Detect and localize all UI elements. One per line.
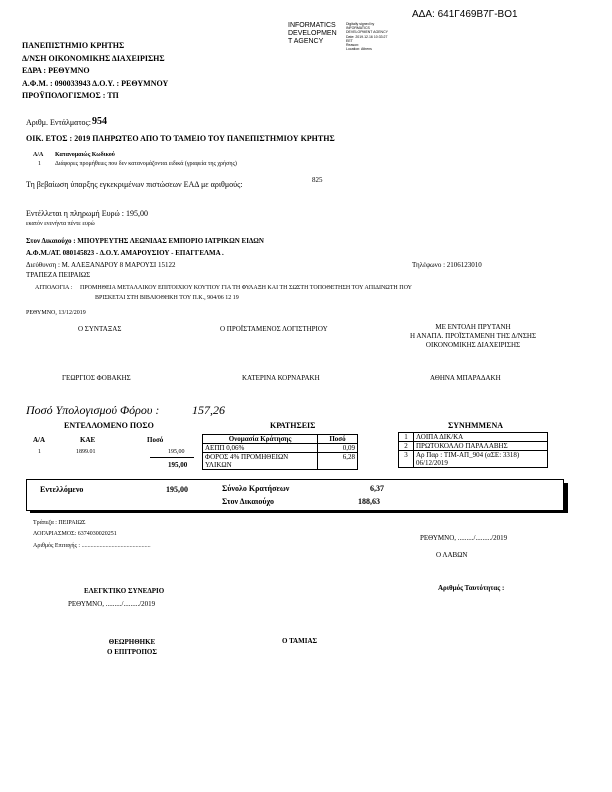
stamp-detail: Reason: — [346, 43, 360, 48]
org-line: ΕΔΡΑ : ΡΕΘΥΜΝΟ — [22, 66, 90, 75]
phone-line: Τηλέφωνο : 2106123010 — [412, 261, 482, 269]
attachment-no: 3 — [399, 451, 414, 468]
creditor-line: Στον Δικαιούχο : ΜΠΟΥΡΕΥΤΗΣ ΛΕΩΝΙΔΑΣ ΕΜΠΟΡΙΟ ΙΑΤΡΙΚΩΝ ΕΙΔΩΝ — [26, 237, 264, 245]
stamp-detail: Location: Athens — [346, 47, 372, 52]
footer-bank: Τράπεζα : ΠΕΙΡΑΙΩΣ — [33, 520, 86, 526]
reason-label: ΑΙΤΙΟΛΟΓΙΑ : — [35, 285, 73, 291]
amount-words: εκατόν ενενήντα πέντε ευρώ — [26, 221, 95, 227]
deductions-title: ΚΡΑΤΗΣΕΙΣ — [270, 421, 316, 430]
order-number: 954 — [92, 116, 107, 127]
cert-number: 825 — [312, 176, 323, 184]
col-amount: Ποσό — [147, 436, 164, 444]
footer-check: Αριθμός Επιταγής : .............................................. — [33, 543, 151, 549]
summary-shadow — [30, 510, 568, 513]
deduction-name: ΑΕΠΠ 0,06% — [203, 444, 318, 453]
attachment-text: ΛΟΙΠΑ ΔΙΚ/ΚΑ — [414, 433, 548, 442]
stamp-detail: DEVELOPMENT AGENCY — [346, 30, 388, 35]
item-text: Διάφορες προμήθειες που δεν κατανομάζονται ειδικά (γραφεία της χρήσης) — [55, 161, 237, 167]
tax-value: 157,26 — [192, 403, 225, 417]
deduction-amount: 0,09 — [318, 444, 358, 453]
footer-date: ΡΕΘΥΜΝΟ, ........./........./2019 — [420, 534, 508, 542]
col-aa: Α/Α — [33, 436, 46, 444]
stamp-detail: EET — [346, 38, 353, 43]
footer-account: ΛΟΓΑΡΙΑΣΜΟΣ: 6374030020251 — [33, 531, 117, 537]
reason-line: ΠΡΟΜΗΘΕΙΑ ΜΕΤΑΛΛΙΚΟΥ ΕΠΙΤΟΙΧΙΟΥ ΚΟΥΤΙΟΥ ΓΙΑ ΤΗ ΦΥΛΑΞΗ ΚΑΙ ΤΗ ΣΩΣΤΗ ΤΟΠΟΘΕΤΗΣΗ ΤΟΥ ΑΠΙΔΙΝΩΤΗ ΠΟΥ — [80, 285, 412, 291]
stamp-detail: INFORMATICS — [346, 26, 370, 31]
deduction-amount: 6,28 — [318, 453, 358, 470]
deductions-total-value: 6,37 — [370, 484, 384, 493]
rector-title-line: ΜΕ ΕΝΤΟΛΗ ΠΡΥΤΑΝΗ — [435, 323, 511, 331]
table-row — [203, 444, 358, 453]
receiver-label: Ο ΛΑΒΩΝ — [436, 551, 468, 559]
rector-name: ΑΘΗΝΑ ΜΠΑΡΑΔΑΚΗ — [430, 374, 501, 382]
breakdown-total: 195,00 — [168, 461, 188, 469]
org-line: Δ/ΝΣΗ ΟΙΚΟΝΟΜΙΚΗΣ ΔΙΑΧΕΙΡΙΣΗΣ — [22, 53, 165, 63]
col-kae: ΚΑΕ — [80, 436, 96, 444]
payee-value: 188,63 — [358, 497, 380, 506]
breakdown-title: ΕΝΤΕΛΛΟΜΕΝΟ ΠΟΣΟ — [64, 421, 154, 430]
endorsed-line: ΘΕΩΡΗΘΗΚΕ — [108, 638, 156, 646]
item-no: 1 — [38, 161, 41, 167]
afm-line: Α.Φ.Μ./ΑΤ. 080145823 - Δ.Ο.Υ. ΑΜΑΡΟΥΣΙΟΥ - ΕΠΑΓΓΕΛΜΑ . — [26, 249, 224, 257]
rector-title — [398, 323, 548, 350]
endorsed-line: Ο ΕΠΙΤΡΟΠΟΣ — [107, 648, 157, 656]
payee-label: Στον Δικαιούχο — [222, 497, 274, 506]
attachment-no: 2 — [399, 442, 414, 451]
org-line: ΠΑΝΕΠΙΣΤΗΜΙΟ ΚΡΗΤΗΣ — [22, 41, 125, 50]
accounting-name: ΚΑΤΕΡΙΝΑ ΚΟΡΝΑΡΑΚΗ — [242, 374, 320, 382]
signature-stamp — [288, 22, 337, 46]
tax-label: Ποσό Υπολογισμού Φόρου : — [26, 403, 160, 417]
stamp-line: INFORMATICS — [288, 22, 336, 29]
stamp-line: DEVELOPMEN — [288, 30, 337, 37]
address-line: Διεύθυνση : Μ. ΑΛΕΞΑΝΔΡΟΥ 8 ΜΑΡΟΥΣΙ 15122 — [26, 261, 176, 269]
sum-rule — [150, 457, 194, 458]
attachment-text: Αρ Παρ : ΤΙΜ-ΑΠ_904 (αΣΕ: 3318) 06/12/2019 — [414, 451, 548, 468]
deductions-total-label: Σύνολο Κρατήσεων — [222, 484, 290, 493]
attachments-table — [398, 432, 548, 468]
stamp-detail: Date: 2019.12.16 10:33:27 — [346, 34, 388, 39]
deductions-table — [202, 434, 358, 470]
ada-code: ΑΔΑ: 641Γ469Β7Γ-ΒΟ1 — [412, 9, 518, 20]
compiler-name: ΓΕΩΡΓΙΟΣ ΦΟΒΑΚΗΣ — [62, 374, 131, 382]
category-label: Κατανομαιώς Κωδικού — [55, 152, 115, 158]
stamp-line: T AGENCY — [288, 38, 324, 45]
table-row — [399, 442, 548, 451]
fiscal-year-line: ΟΙΚ. ΕΤΟΣ : 2019 ΠΛΗΡΩΤΕΟ ΑΠΟ ΤΟ ΤΑΜΕΙΟ ΤΟΥ ΠΑΝΕΠΙΣΤΗΜΙΟΥ ΚΡΗΤΗΣ — [26, 134, 335, 143]
net-label: Εντελλόμενο — [40, 485, 84, 494]
deduction-name: ΦΟΡΟΣ 4% ΠΡΟΜΗΘΕΙΩΝ ΥΛΙΚΩΝ — [203, 453, 318, 470]
reason-line: ΒΡΙΣΚΕΤΑΙ ΣΤΗ ΒΙΒΛΙΟΘΗΚΗ ΤΟΥ Π.Κ., 904/06 12 19 — [95, 295, 239, 301]
control-title: ΕΛΕΓΚΤΙΚΟ ΣΥΝΕΔΡΙΟ — [84, 587, 165, 595]
rector-title-line: ΟΙΚΟΝΟΜΙΚΗΣ ΔΙΑΧΕΙΡΙΣΗΣ — [425, 341, 521, 349]
deduction-col-amount: Ποσό — [318, 435, 358, 444]
cert-text: Τη βεβαίωση ύπαρξης εγκεκριμένων πιστώσεων ΕΑΔ με αριθμούς: — [26, 180, 243, 189]
stamp-detail: Digitally signed by — [346, 22, 375, 26]
deduction-col-name: Ονομασία Κράτησης — [203, 435, 318, 444]
attachment-no: 1 — [399, 433, 414, 442]
attachment-text: ΠΡΩΤΟΚΟΛΛΟ ΠΑΡΑΛΑΒΗΣ — [414, 442, 548, 451]
endorsed-block — [104, 637, 160, 657]
rector-title-line: Η ΑΝΑΠΛ. ΠΡΟΪΣΤΑΜΕΝΗ ΤΗΣ Δ/ΝΣΗΣ — [409, 332, 537, 340]
breakdown-kae: 1899.01 — [76, 449, 96, 455]
bank-name: ΤΡΑΠΕΖΑ ΠΕΙΡΑΙΩΣ — [26, 271, 91, 279]
org-line: Α.Φ.Μ. : 090033943 Δ.Ο.Υ. : ΡΕΘΥΜΝΟΥ — [22, 78, 169, 88]
control-date: ΡΕΘΥΜΝΟ, ........./........./2019 — [68, 600, 156, 608]
amount-line: Εντέλλεται η πληρωμή Ευρώ : 195,00 — [26, 209, 149, 218]
accounting-title: Ο ΠΡΟΪΣΤΑΜΕΝΟΣ ΛΟΓΙΣΤΗΡΙΟΥ — [220, 325, 328, 333]
receipt-id-label: Αριθμός Ταυτότητας : — [438, 584, 505, 592]
place-date: ΡΕΘΥΜΝΟ, 13/12/2019 — [26, 310, 86, 316]
order-number-label: Αριθμ. Εντάλματος: — [26, 118, 91, 127]
table-row — [399, 451, 548, 468]
aa-label: Α/Α — [33, 152, 44, 158]
stamp-details — [346, 22, 388, 51]
breakdown-amount: 195,00 — [168, 449, 185, 455]
org-line: ΠΡΟΫΠΟΛΟΓΙΣΜΟΣ : ΤΠ — [22, 91, 119, 100]
attachments-title: ΣΥΝΗΜΜΕΝΑ — [448, 421, 503, 430]
summary-box — [26, 479, 564, 511]
table-row — [203, 435, 358, 444]
org-header — [22, 40, 168, 103]
table-row — [399, 433, 548, 442]
breakdown-aa: 1 — [38, 449, 41, 455]
compiler-title: Ο ΣΥΝΤΑΞΑΣ — [78, 325, 122, 333]
summary-shadow — [563, 483, 568, 513]
table-row — [203, 453, 358, 470]
net-value: 195,00 — [166, 485, 188, 494]
cashier-label: Ο ΤΑΜΙΑΣ — [282, 637, 318, 645]
